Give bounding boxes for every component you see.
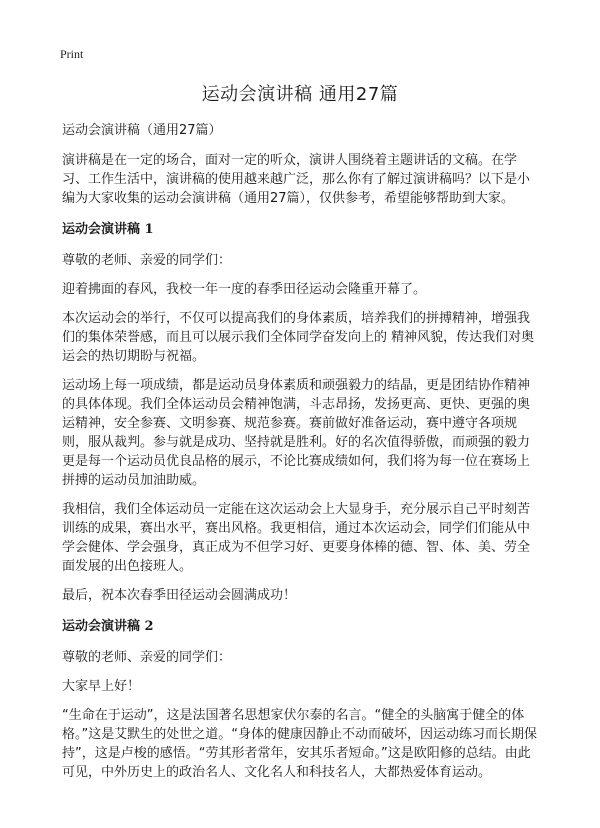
page-title: 运动会演讲稿 通用27篇 [201, 84, 399, 105]
intro-paragraph: 演讲稿是在一定的场合，面对一定的听众，演讲人围绕着主题讲话的文稿。在学习、工作生活中，演讲稿的使用越来越广泛，那么你有了解过演讲稿吗？以下是小编为大家收集的运动会演讲稿（通用27篇），仅供参考，希望能够帮助到大家。 [62, 153, 531, 206]
paragraph: 最后，祝本次春季田径运动会圆满成功！ [62, 588, 297, 603]
section-2 [62, 617, 540, 782]
document-subtitle: 运动会演讲稿（通用27篇） [62, 123, 222, 138]
section-heading: 运动会演讲稿 2 [62, 619, 154, 634]
section-heading: 运动会演讲稿 1 [62, 222, 154, 237]
paragraph: 运动场上每一项成绩，都是运动员身体素质和顽强毅力的结晶，更是团结协作精神的具体体现。我们全体运动员会精神饱满，斗志昂扬，发扬更高、更快、更强的奥运精神，安全参赛、文明参赛、规范参赛。赛前做好准备运动，赛中遵守各项规则，服从裁判。参与就是成功、坚持就是胜利。好的名次值得骄傲，而顽强的毅力更是每一个运动员优良品格的展示，不论比赛成绩如何，我们将为每一位在赛场上拼搏的运动员加油助威。 [62, 378, 531, 488]
paragraph: 我相信，我们全体运动员一定能在这次运动会上大显身手，充分展示自己平时刻苦训练的成果，赛出水平，赛出风格。我更相信，通过本次运动会，同学们们能从中学会健体、学会强身，真正成为不但学习好、更要身体棒的德、智、体、美、劳全面发展的出色接班人。 [62, 502, 531, 574]
print-link[interactable]: Print [60, 47, 84, 61]
paragraph: 迎着拂面的春风，我校一年一度的春季田径运动会隆重开幕了。 [62, 282, 427, 297]
paragraph: 尊敬的老师、亲爱的同学们： [62, 253, 232, 268]
paragraph: 尊敬的老师、亲爱的同学们： [62, 650, 232, 665]
paragraph: 大家早上好！ [62, 679, 141, 694]
paragraph: 本次运动会的举行，不仅可以提高我们的身体素质，培养我们的拼搏精神，增强我们的集体荣誉感，而且可以展示我们全体同学奋发向上的 精神风貌，传达我们对奥运会的热切期盼与祝福。 [62, 311, 535, 364]
document-body [62, 121, 540, 792]
section-1 [62, 220, 540, 605]
paragraph: “生命在于运动”，这是法国著名思想家伏尔泰的名言。“健全的头脑寓于健全的体格。”这是艾默生的处世之道。“身体的健康因静止不动而破坏，因运动练习而长期保持”，这是卢梭的感悟。“劳其形者常年，安其乐者短命。”这是欧阳修的总结。由此可见，中外历史上的政治名人、文化名人和科技名人，大都热爱体育运动。 [62, 708, 537, 780]
